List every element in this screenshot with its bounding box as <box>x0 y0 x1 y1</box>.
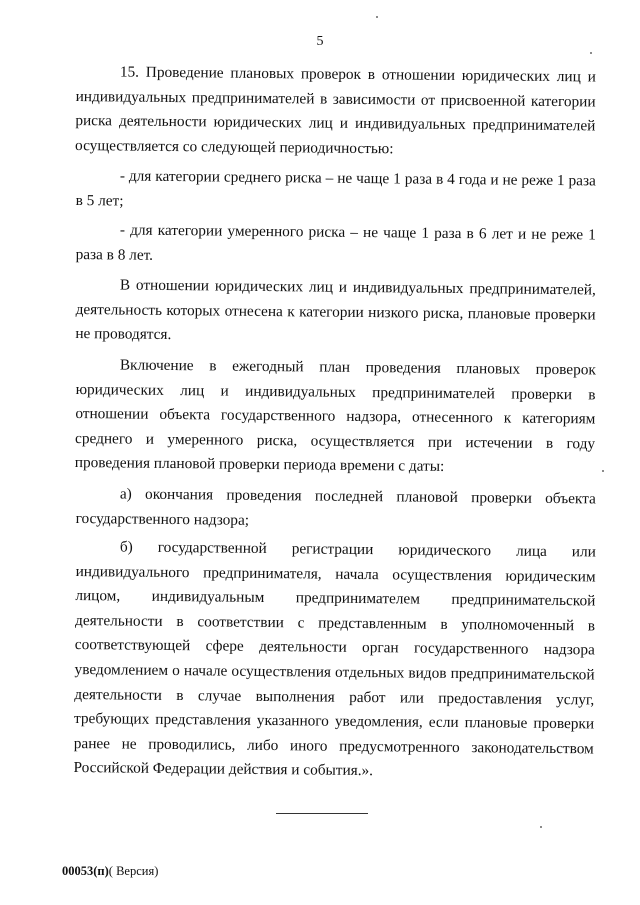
document-body <box>73 60 596 787</box>
paragraph-annual-plan: Включение в ежегодный план проведения плановых проверок юридических лиц и индивидуальных предпринимателей проверки в отношении объекта государственного надзора, отнесенного к категориям среднего и умеренного риска, осуществляется при истечении в году проведения плановой проверки периода времени с даты: <box>74 355 596 475</box>
list-item-b: б) государственной регистрации юридического лица или индивидуального предпринимателя, начала осуществления юридическим лицом, индивидуальным предпринимателем предпринимательской деятельности в соответствии с представленным в уполномоченный в соответствующей сфере деятельности орган государственного надзора уведомлением о начале осуществления отдельных видов предпринимательской деятельности в случае выполнения работ или предоставления услуг, требующих представления указанного уведомления, если плановые проверки ранее не проводились, либо иного предусмотренного законодательством Российской Федерации действия и события.». <box>73 538 596 780</box>
paragraph-low-risk: В отношении юридических лиц и индивидуальных предпринимателей, деятельность которых отнесена к категории низкого риска, плановые проверки не проводятся. <box>75 276 596 343</box>
list-item-moderate-risk: - для категории умеренного риска – не чаще 1 раза в 6 лет и не реже 1 раза в 8 лет. <box>75 221 596 263</box>
scan-speck <box>540 826 542 828</box>
paragraph-15-intro: 15. Проведение плановых проверок в отношении юридических лиц и индивидуальных предпринимателей в зависимости от присвоенной категории риска деятельности юридических лиц и индивидуальных предпринимателей осуществляется со следующей периодичностью: <box>75 63 596 158</box>
list-item-medium-risk: - для категории среднего риска – не чаще 1 раза в 4 года и не реже 1 раза в 5 лет; <box>75 167 596 210</box>
footer-version: ( Версия) <box>108 864 159 878</box>
footer-code <box>62 864 158 879</box>
scan-speck <box>602 470 604 472</box>
separator-line <box>276 813 368 814</box>
scan-speck <box>376 16 378 18</box>
scan-speck <box>590 52 592 54</box>
list-item-a: а) окончания проведения последней плановой проверки объекта государственного надзора; <box>75 484 596 528</box>
footer-doc-code: 00053(п) <box>62 864 109 878</box>
page-number: 5 <box>316 34 324 49</box>
